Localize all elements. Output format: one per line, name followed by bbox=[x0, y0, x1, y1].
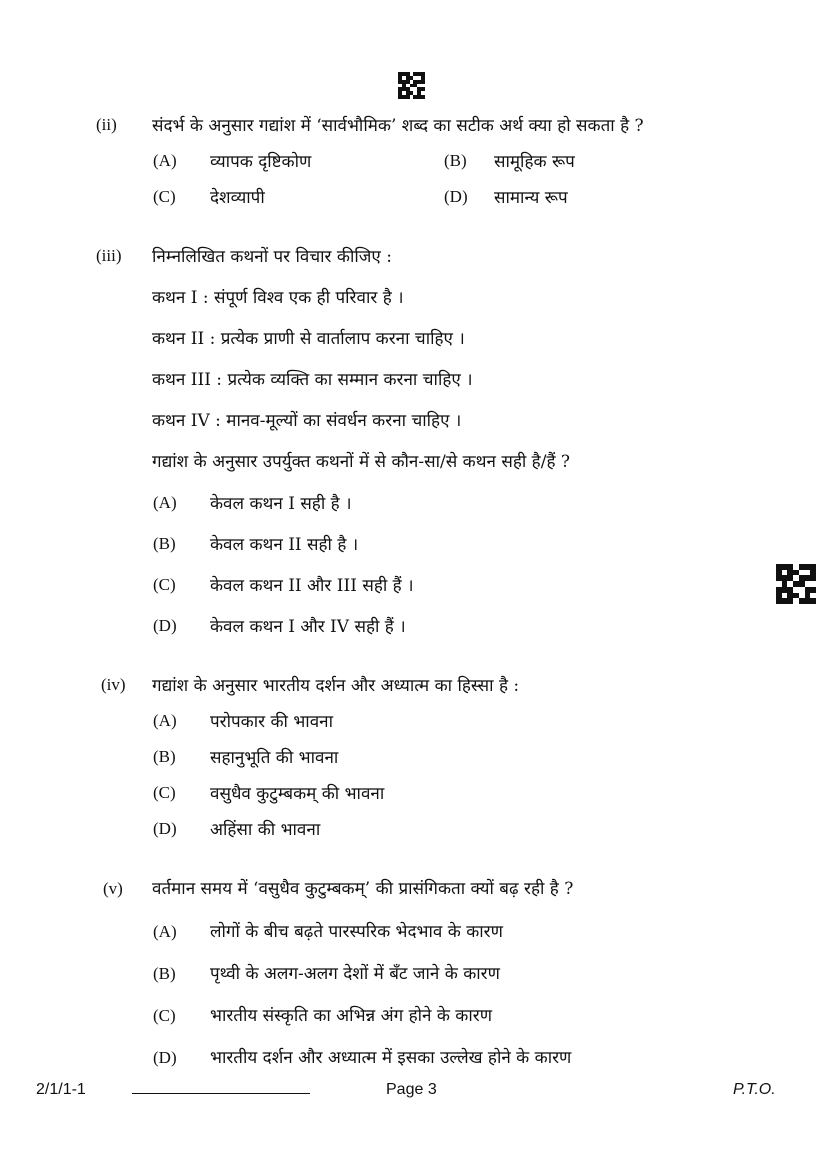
option-text: सामूहिक रूप bbox=[494, 152, 575, 172]
option-text: सहानुभूति की भावना bbox=[210, 748, 339, 768]
option-text: केवल कथन I और IV सही हैं । bbox=[210, 617, 406, 637]
question-stem: निम्नलिखित कथनों पर विचार कीजिए : bbox=[152, 247, 392, 267]
question-number: (v) bbox=[103, 879, 123, 898]
option-text: परोपकार की भावना bbox=[210, 712, 333, 732]
option-letter: (C) bbox=[153, 575, 176, 594]
option-text: अहिंसा की भावना bbox=[210, 820, 321, 840]
option-letter: (A) bbox=[153, 922, 177, 941]
option-letter: (B) bbox=[444, 151, 467, 170]
question-number: (iii) bbox=[96, 246, 122, 265]
option-letter: (C) bbox=[153, 783, 176, 802]
option-text: व्यापक दृष्टिकोण bbox=[210, 152, 312, 172]
option-text: सामान्य रूप bbox=[494, 188, 568, 208]
option-text: केवल कथन II और III सही हैं । bbox=[210, 576, 414, 596]
option-letter: (B) bbox=[153, 534, 176, 553]
question-number: (ii) bbox=[96, 115, 117, 134]
page-number: Page 3 bbox=[386, 1081, 437, 1098]
option-text: वसुधैव कुटुम्बकम् की भावना bbox=[210, 784, 385, 804]
qr-code-top bbox=[398, 72, 425, 99]
option-letter: (A) bbox=[153, 493, 177, 512]
statement: कथन III : प्रत्येक व्यक्ति का सम्मान करना चाहिए । bbox=[152, 370, 473, 390]
option-text: भारतीय दर्शन और अध्यात्म में इसका उल्लेख होने के कारण bbox=[210, 1048, 572, 1068]
question-stem: गद्यांश के अनुसार भारतीय दर्शन और अध्यात्म का हिस्सा है : bbox=[152, 676, 520, 696]
question-number: (iv) bbox=[101, 675, 126, 694]
option-letter: (B) bbox=[153, 964, 176, 983]
option-letter: (C) bbox=[153, 187, 176, 206]
pto-label: P.T.O. bbox=[733, 1081, 776, 1098]
statement: कथन II : प्रत्येक प्राणी से वार्तालाप करना चाहिए । bbox=[152, 329, 465, 349]
option-text: लोगों के बीच बढ़ते पारस्परिक भेदभाव के कारण bbox=[210, 922, 503, 942]
sub-question: गद्यांश के अनुसार उपर्युक्त कथनों में से कौन-सा/से कथन सही है/हैं ? bbox=[152, 452, 570, 472]
option-letter: (D) bbox=[153, 1048, 177, 1067]
question-stem: वर्तमान समय में ‘वसुधैव कुटुम्बकम्’ की प्रासंगिकता क्यों बढ़ रही है ? bbox=[152, 879, 574, 899]
option-letter: (C) bbox=[153, 1006, 176, 1025]
footer-rule bbox=[132, 1093, 310, 1094]
paper-code: 2/1/1-1 bbox=[36, 1081, 86, 1098]
option-letter: (A) bbox=[153, 711, 177, 730]
option-text: भारतीय संस्कृति का अभिन्न अंग होने के कारण bbox=[210, 1006, 493, 1026]
question-stem: संदर्भ के अनुसार गद्यांश में ‘सार्वभौमिक’ शब्द का सटीक अर्थ क्या हो सकता है ? bbox=[152, 116, 644, 136]
option-text: केवल कथन II सही है । bbox=[210, 535, 359, 555]
qr-code-side bbox=[776, 564, 816, 604]
option-text: केवल कथन I सही है । bbox=[210, 494, 352, 514]
option-letter: (B) bbox=[153, 747, 176, 766]
option-letter: (D) bbox=[444, 187, 468, 206]
option-letter: (D) bbox=[153, 616, 177, 635]
statement: कथन I : संपूर्ण विश्व एक ही परिवार है । bbox=[152, 288, 404, 308]
statement: कथन IV : मानव-मूल्यों का संवर्धन करना चाहिए । bbox=[152, 411, 462, 431]
option-letter: (D) bbox=[153, 819, 177, 838]
option-text: देशव्यापी bbox=[210, 188, 265, 208]
option-letter: (A) bbox=[153, 151, 177, 170]
option-text: पृथ्वी के अलग-अलग देशों में बँट जाने के कारण bbox=[210, 964, 500, 984]
